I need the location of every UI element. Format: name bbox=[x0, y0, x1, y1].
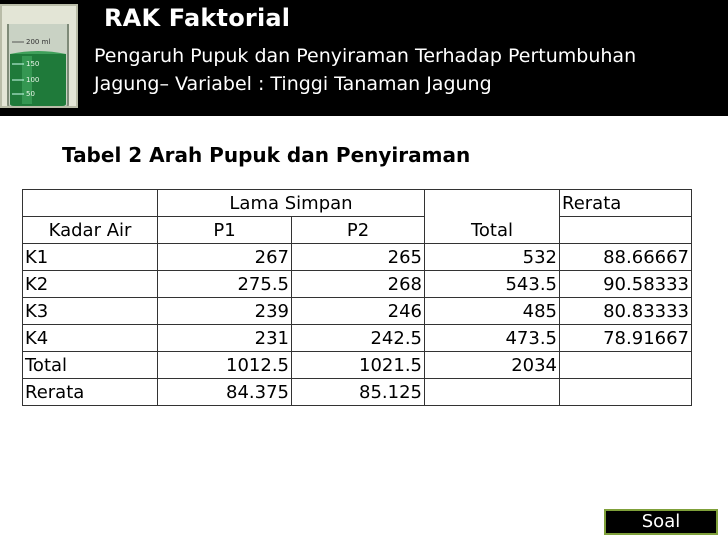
cell-total: 532 bbox=[425, 244, 560, 271]
cell-total: 473.5 bbox=[425, 325, 560, 352]
table-header-row-2 bbox=[23, 217, 692, 244]
table-row-total bbox=[23, 352, 692, 379]
beaker-icon bbox=[2, 6, 78, 108]
beaker-mark-200: 200 ml bbox=[26, 38, 51, 46]
cell-p1: 231 bbox=[158, 325, 292, 352]
header-rerata: Rerata bbox=[560, 190, 692, 217]
row-label: K2 bbox=[23, 271, 158, 298]
row-label: K4 bbox=[23, 325, 158, 352]
table-header-row-1 bbox=[23, 190, 692, 217]
beaker-mark-150: 150 bbox=[26, 60, 40, 68]
cell-p2: 1021.5 bbox=[292, 352, 425, 379]
row-label: K3 bbox=[23, 298, 158, 325]
cell-rerata: 90.58333 bbox=[560, 271, 692, 298]
cell-p2: 265 bbox=[292, 244, 425, 271]
table-row bbox=[23, 298, 692, 325]
beaker-mark-50: 50 bbox=[26, 90, 35, 98]
cell-rerata: 88.66667 bbox=[560, 244, 692, 271]
table-row-rerata bbox=[23, 379, 692, 406]
cell-rerata: 80.83333 bbox=[560, 298, 692, 325]
cell-total: 2034 bbox=[425, 352, 560, 379]
table-caption: Tabel 2 Arah Pupuk dan Penyiraman bbox=[62, 143, 471, 167]
cell-p1: 267 bbox=[158, 244, 292, 271]
header-p2: P2 bbox=[292, 217, 425, 244]
table-row bbox=[23, 271, 692, 298]
header-kadar-air: Kadar Air bbox=[23, 217, 158, 244]
slide-subtitle: Pengaruh Pupuk dan Penyiraman Terhadap Pertumbuhan Jagung– Variabel : Tinggi Tanaman Jagung bbox=[94, 45, 637, 95]
two-way-table bbox=[22, 189, 692, 406]
row-label: K1 bbox=[23, 244, 158, 271]
green-beaker-image bbox=[0, 4, 78, 108]
cell-p1: 1012.5 bbox=[158, 352, 292, 379]
cell-p2: 246 bbox=[292, 298, 425, 325]
header-total-cell bbox=[425, 190, 560, 244]
header-empty-cell bbox=[23, 190, 158, 217]
cell-rerata: 78.91667 bbox=[560, 325, 692, 352]
cell-p1: 239 bbox=[158, 298, 292, 325]
cell-p1: 84.375 bbox=[158, 379, 292, 406]
cell-total: 543.5 bbox=[425, 271, 560, 298]
table-row bbox=[23, 244, 692, 271]
header-rerata-empty bbox=[560, 217, 692, 244]
cell-rerata bbox=[560, 352, 692, 379]
cell-p2: 85.125 bbox=[292, 379, 425, 406]
row-label: Rerata bbox=[23, 379, 158, 406]
slide-title: RAK Faktorial bbox=[104, 4, 291, 32]
cell-p1: 275.5 bbox=[158, 271, 292, 298]
header-bar bbox=[0, 0, 728, 116]
cell-p2: 242.5 bbox=[292, 325, 425, 352]
header-lama-simpan: Lama Simpan bbox=[158, 190, 425, 217]
beaker-mark-100: 100 bbox=[26, 76, 40, 84]
table-row bbox=[23, 325, 692, 352]
header-total: Total bbox=[470, 220, 514, 241]
row-label: Total bbox=[23, 352, 158, 379]
cell-total bbox=[425, 379, 560, 406]
header-p1: P1 bbox=[158, 217, 292, 244]
soal-button[interactable]: Soal bbox=[604, 509, 718, 535]
cell-rerata bbox=[560, 379, 692, 406]
cell-p2: 268 bbox=[292, 271, 425, 298]
cell-total: 485 bbox=[425, 298, 560, 325]
